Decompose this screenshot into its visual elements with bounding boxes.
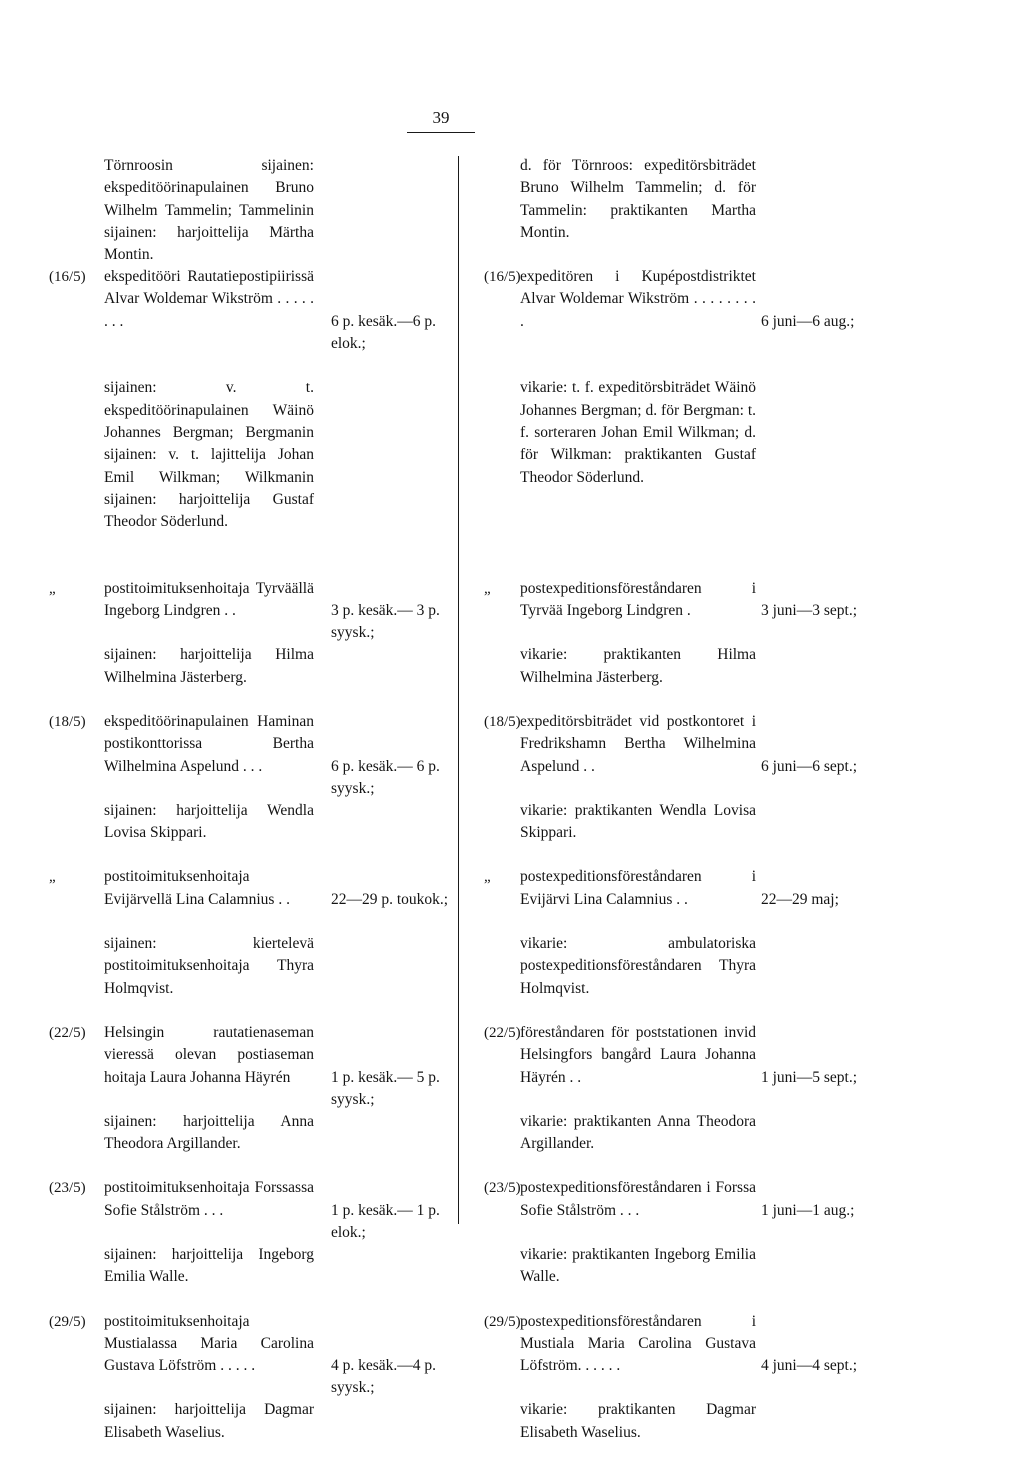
entry-date-marker-fi: (29/5): [49, 1313, 86, 1330]
entry-text-finnish: sijainen: v. t. ekspeditöörinapulainen Wäinö Johannes Bergman; Bergmanin sijainen: v. t. lajittelija Johan Emil Wilkman; Wilkmanin sijainen: harjoittelija Gustaf Theodor Söderlund.: [104, 379, 314, 531]
entry: [0, 1311, 1024, 1397]
entry-text-finnish: sijainen: harjoittelija Hilma Wilhelmina Jästerberg.: [104, 646, 314, 686]
entry-text-finnish: postitoimituksenhoitaja Forssassa Sofie Stålström . . .: [104, 1179, 314, 1219]
entry-text-finnish: ekspeditöörinapulainen Haminan postikonttorissa Bertha Wilhelmina Aspelund . . .: [104, 712, 314, 775]
entry-date-marker-sv: (29/5): [484, 1313, 521, 1330]
entry-text-finnish: postitoimituksenhoitaja Mustialassa Maria Carolina Gustava Löfström . . . . .: [104, 1312, 314, 1375]
entry-text-swedish: vikarie: praktikanten Anna Theodora Argillander.: [520, 1112, 756, 1153]
entry-text-finnish: sijainen: harjoittelija Wendla Lovisa Skippari.: [104, 801, 314, 842]
entry: [0, 1022, 1024, 1108]
entry-period-swedish: 6 juni—6 sept.;: [761, 757, 858, 775]
entry-date-marker-fi: (16/5): [49, 269, 86, 286]
entry: [0, 1244, 1024, 1289]
entry-date-marker-fi: „: [49, 869, 56, 886]
entry: [0, 1111, 1024, 1156]
entry-period-swedish: 1 juni—1 aug.;: [761, 1201, 855, 1219]
entry-text-swedish: vikarie: praktikanten Hilma Wilhelmina Jästerberg.: [520, 646, 756, 686]
entry-text-swedish: vikarie: praktikanten Wendla Lovisa Skippari.: [520, 801, 756, 842]
entry-period-swedish: 22—29 maj;: [761, 890, 839, 908]
entry-list: [0, 155, 1024, 1466]
entry-date-marker-fi: (18/5): [49, 713, 86, 730]
entry-date-marker-fi: (23/5): [49, 1180, 86, 1197]
entry-text-finnish: sijainen: harjoittelija Anna Theodora Argillander.: [104, 1112, 314, 1153]
entry-period-finnish: 4 p. kesäk.—4 p. syysk.;: [331, 1357, 437, 1397]
entry-period-finnish: 1 p. kesäk.— 5 p. syysk.;: [331, 1068, 440, 1108]
entry-date-marker-sv: (22/5): [484, 1024, 521, 1041]
entry-date-marker-sv: „: [484, 580, 491, 597]
entry-text-swedish: föreståndaren för poststationen invid Helsingfors bangård Laura Johanna Häyrén . .: [520, 1023, 756, 1086]
entry: [0, 578, 1024, 642]
entry-date-marker-sv: (16/5): [484, 269, 521, 286]
entry-text-finnish: sijainen: harjoittelija Dagmar Elisabeth Waselius.: [104, 1401, 314, 1441]
entry-date-marker-sv: (23/5): [484, 1180, 521, 1197]
entry-date-marker-fi: „: [49, 580, 56, 597]
entry-text-swedish: vikarie: praktikanten Ingeborg Emilia Walle.: [520, 1246, 756, 1286]
entry-text-swedish: vikarie: ambulatoriska postexpeditionsföreståndaren Thyra Holmqvist.: [520, 935, 756, 997]
entry: [0, 644, 1024, 689]
entry-period-swedish: 4 juni—4 sept.;: [761, 1357, 858, 1375]
entry-period-finnish: 3 p. kesäk.— 3 p. syysk.;: [331, 602, 440, 642]
entry-period-finnish: 6 p. kesäk.—6 p. elok.;: [331, 312, 437, 353]
page-number: 39: [407, 108, 475, 133]
entry-text-swedish: postexpeditionsföreståndaren i Tyrvää Ingeborg Lindgren .: [520, 579, 756, 620]
entry-text-finnish: Törnroosin sijainen: ekspeditöörinapulainen Bruno Wilhelm Tammelin; Tammelinin sijainen: harjoittelija Märtha Montin.: [104, 157, 314, 264]
entry-date-marker-sv: (18/5): [484, 713, 521, 730]
entry-text-swedish: vikarie: praktikanten Dagmar Elisabeth Waselius.: [520, 1401, 756, 1441]
entry-period-swedish: 3 juni—3 sept.;: [761, 602, 858, 620]
entry-text-swedish: vikarie: t. f. expeditörsbiträdet Wäinö Johannes Bergman; d. för Bergman: t. f. sorteraren Johan Emil Wilkman; d. för Wilkman: praktikanten Gustaf Theodor Söderlund.: [520, 379, 756, 486]
entry-text-swedish: postexpeditionsföreståndaren i Evijärvi Lina Calamnius . .: [520, 868, 756, 908]
entry-text-swedish: postexpeditionsföreståndaren i Forssa Sofie Stålström . . .: [520, 1179, 756, 1219]
entry-text-swedish: expeditörsbiträdet vid postkontoret i Fredrikshamn Bertha Wilhelmina Aspelund . .: [520, 712, 756, 775]
entry: [0, 155, 1024, 264]
entry: [0, 933, 1024, 1000]
entry-text-finnish: postitoimituksenhoitaja Evijärvellä Lina Calamnius . .: [104, 868, 290, 908]
entry-text-finnish: postitoimituksenhoitaja Tyrväällä Ingeborg Lindgren . .: [104, 579, 314, 620]
entry: [0, 1399, 1024, 1444]
entry: [0, 266, 1024, 355]
entry: [0, 1177, 1024, 1241]
entry-period-swedish: 1 juni—5 sept.;: [761, 1068, 858, 1086]
entry-date-marker-sv: „: [484, 869, 491, 886]
entry: [0, 711, 1024, 797]
entry-date-marker-fi: (22/5): [49, 1024, 86, 1041]
entry-text-swedish: expeditören i Kupépostdistriktet Alvar Woldemar Wikström . . . . . . . . .: [520, 268, 756, 330]
entry-text-swedish: postexpeditionsföreståndaren i Mustiala Maria Carolina Gustava Löfström. . . . . .: [520, 1312, 756, 1375]
entry-text-finnish: ekspeditööri Rautatiepostipiirissä Alvar Woldemar Wikström . . . . . . . .: [104, 268, 314, 330]
entry: [0, 866, 1024, 911]
entry-text-finnish: sijainen: harjoittelija Ingeborg Emilia Walle.: [104, 1246, 314, 1286]
entry: [0, 377, 1024, 555]
entry-period-swedish: 6 juni—6 aug.;: [761, 312, 855, 330]
entry-period-finnish: 22—29 p. toukok.;: [331, 890, 449, 908]
entry-text-swedish: d. för Törnroos: expeditörsbiträdet Bruno Wilhelm Tammelin; d. för Tammelin: praktikanten Martha Montin.: [520, 157, 756, 241]
entry-period-finnish: 1 p. kesäk.— 1 p. elok.;: [331, 1201, 440, 1241]
entry-period-finnish: 6 p. kesäk.— 6 p. syysk.;: [331, 757, 440, 797]
entry-text-finnish: sijainen: kiertelevä postitoimituksenhoitaja Thyra Holmqvist.: [104, 935, 314, 997]
entry-text-finnish: Helsingin rautatienaseman vieressä olevan postiaseman hoitaja Laura Johanna Häyrén: [104, 1023, 314, 1086]
entry: [0, 800, 1024, 845]
